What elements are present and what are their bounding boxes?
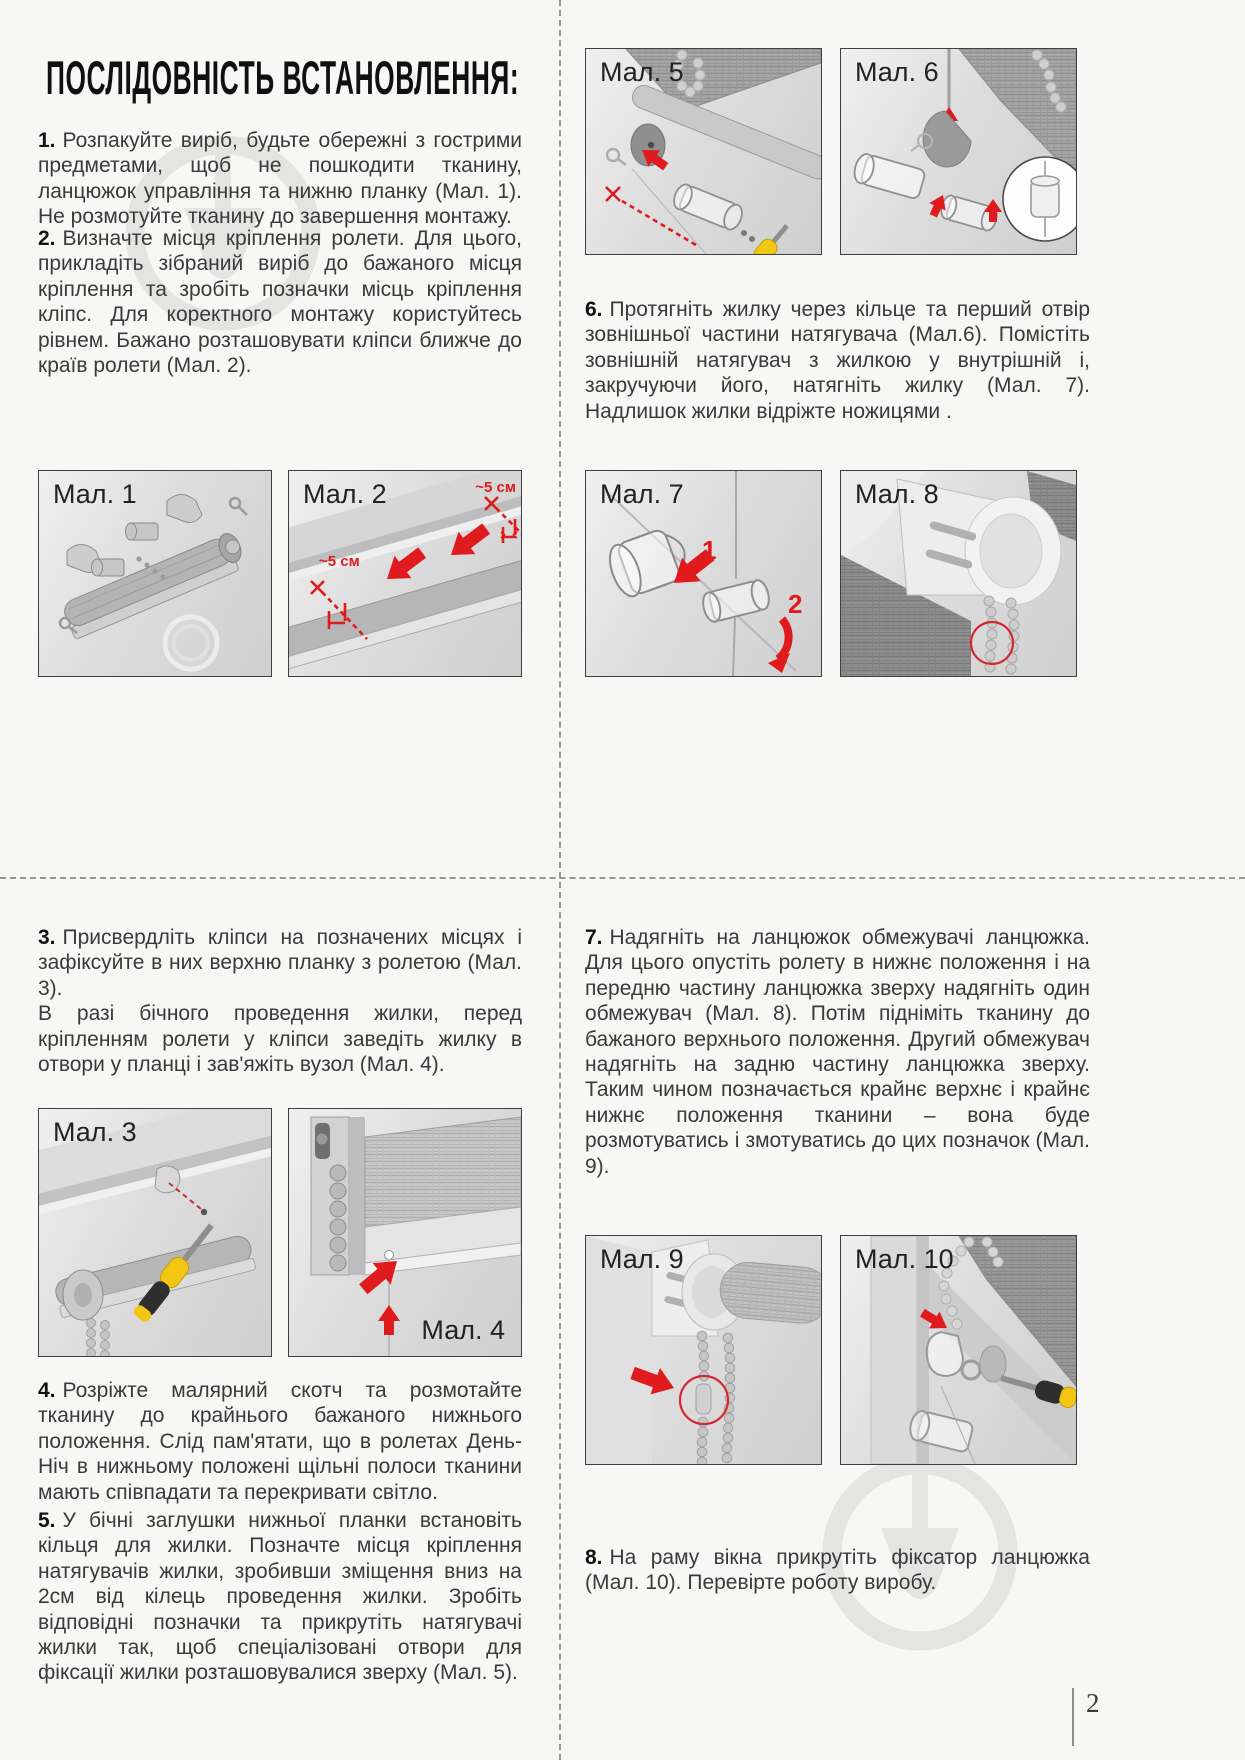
step-3 — [38, 925, 522, 1077]
figure-box-6 — [840, 48, 1077, 255]
step-7-text: Надягніть на ланцюжок обмежувачі ланцюжка. Для цього опустіть ролету в нижнє положення і на передню частину ланцюжка зверху надягніть один обмежувач (Мал. 8). Потім підніміть тканину до бажаного верхнього положення. Другий обмежувач надягніть на задню частину ланцюжка зверху. Таким чином позначається крайнє верхнє і крайнє нижнє положення тканини – вона буде розмотуватись і змотуватись до цих позначок (Мал. 9). — [585, 926, 1090, 1178]
step-4 — [38, 1378, 522, 1505]
figure-box-1 — [38, 470, 272, 677]
step-1-text: Розпакуйте виріб, будьте обережні з гострими предметами, щоб не пошкодити тканину, ланцюжок управління та нижню планку (Мал. 1). Не розмотуйте тканину до завершення монтажу. — [38, 129, 522, 229]
step-2 — [38, 226, 522, 378]
figure-box-3 — [38, 1108, 272, 1357]
figure-5-label: Мал. 5 — [600, 57, 684, 87]
step-3-text: Присвердліть кліпси на позначених місцях і зафіксуйте в них верхню планку з ролетою (Мал. 3). — [38, 926, 522, 1000]
figure-8-label: Мал. 8 — [855, 479, 939, 509]
figure-box-4 — [288, 1108, 522, 1357]
figure-box-5 — [585, 48, 822, 255]
horizontal-fold-line — [0, 877, 1245, 879]
vertical-fold-line — [559, 0, 561, 1760]
step-4-text: Розріжте малярний скотч та розмотайте тканину до крайнього бажаного нижнього положення. Слід пам'ятати, що в ролетах День-Ніч в нижньому положені щільні полоси тканини мають співпадати та перекривати світло. — [38, 1379, 522, 1504]
step-6-number: 6. — [585, 298, 603, 321]
step-4-number: 4. — [38, 1379, 56, 1402]
figure-box-9 — [585, 1235, 822, 1465]
step-6 — [585, 297, 1090, 424]
figure-3-label: Мал. 3 — [53, 1117, 137, 1147]
page-title: ПОСЛІДОВНІСТЬ ВСТАНОВЛЕННЯ: — [46, 51, 520, 104]
figure-2-dimension-left: ~5 см — [319, 553, 360, 570]
step-7 — [585, 925, 1090, 1179]
step-5-text: У бічні заглушки нижньої планки встановіть кільця для жилки. Позначте місця кріплення натягувачів жилки, зробивши зміщення вниз на 2см від кілець проведення жилки. Зробіть відповідні позначки та прикрутіть натягувачі жилки так, щоб спеціалізовані отвори для фіксації жилки розташовувалися зверху (Мал. 5). — [38, 1509, 522, 1685]
figure-box-10 — [840, 1235, 1077, 1465]
step-5 — [38, 1508, 522, 1686]
step-8-number: 8. — [585, 1546, 603, 1569]
figure-9-label: Мал. 9 — [600, 1244, 684, 1274]
figure-7-step-2: 2 — [788, 589, 803, 619]
page-number-value: 2 — [1086, 1688, 1100, 1718]
step-5-number: 5. — [38, 1509, 56, 1532]
figure-7-label: Мал. 7 — [600, 479, 684, 509]
step-6-text: Протягніть жилку через кільце та перший отвір зовнішньої частини натягувача (Мал.6). Помістіть зовнішній натягувач з жилкою у внутрішній і, закручуючи його, натягніть жилку (Мал. 7). Надлишок жилки відріжте ножицями . — [585, 298, 1090, 423]
step-2-text: Визначте місця кріплення ролети. Для цього, прикладіть зібраний виріб до бажаного місця кріплення та зробіть позначки місць кріплення кліпс. Для коректного монтажу користуйтесь рівнем. Бажано розташовувати кліпси ближче до країв ролети (Мал. 2). — [38, 227, 522, 378]
step-1 — [38, 128, 522, 230]
figure-6-label: Мал. 6 — [855, 57, 939, 87]
step-3-extra-text: В разі бічного проведення жилки, перед кріпленням ролети у кліпси заведіть жилку в отвори у планці і зав'яжіть вузол (Мал. 4). — [38, 1002, 522, 1077]
figure-4-label: Мал. 4 — [421, 1315, 505, 1345]
step-8 — [585, 1545, 1090, 1596]
figure-box-8 — [840, 470, 1077, 677]
step-2-number: 2. — [38, 227, 56, 250]
page-number — [1072, 1688, 1100, 1746]
step-8-text: На раму вікна прикрутіть фіксатор ланцюжка (Мал. 10). Перевірте роботу виробу. — [585, 1546, 1090, 1595]
figure-1-label: Мал. 1 — [53, 479, 137, 509]
figure-2-dimension-top: ~5 см — [475, 479, 516, 496]
figure-7-step-1: 1 — [702, 535, 717, 565]
figure-box-7 — [585, 470, 822, 677]
figure-box-2 — [288, 470, 522, 677]
figure-10-label: Мал. 10 — [855, 1244, 954, 1274]
step-7-number: 7. — [585, 926, 603, 949]
figure-2-label: Мал. 2 — [303, 479, 387, 509]
step-1-number: 1. — [38, 129, 56, 152]
step-3-number: 3. — [38, 926, 56, 949]
